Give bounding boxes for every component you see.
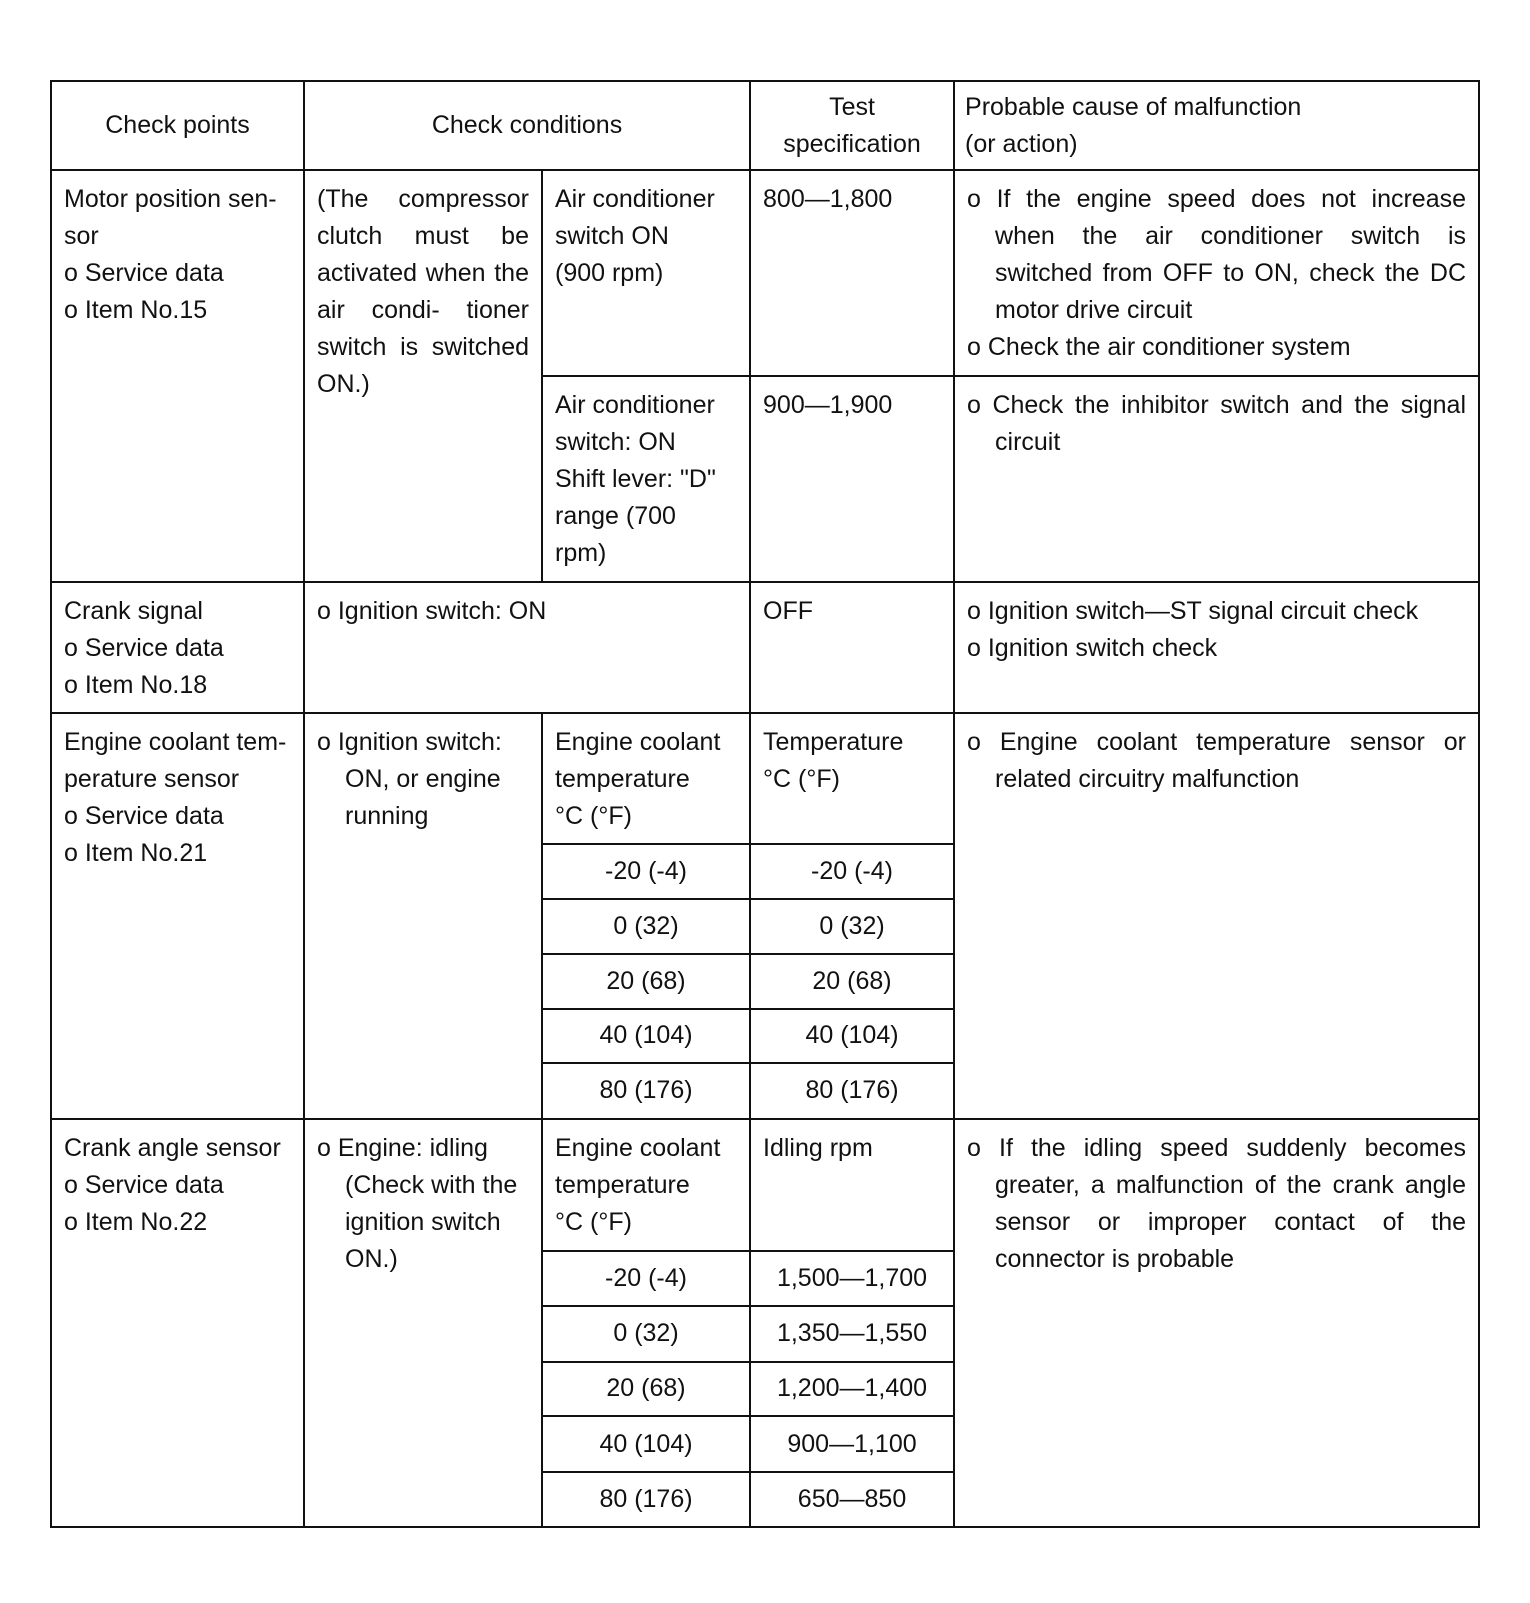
crank-angle-temp-head: Engine coolant temperature °C (°F) — [542, 1119, 750, 1251]
coolant-header-row — [51, 713, 1479, 844]
crank-angle-check-point: Crank angle sensor o Service data o Item No.22 — [51, 1119, 304, 1527]
coolant-temp-cell: 20 (68) — [542, 954, 750, 1009]
motor-sub1-cause: o If the engine speed does not increase when the air conditioner switch is switched from OFF to ON, check the DC motor drive circuit o Check the air conditioner system — [954, 170, 1479, 376]
motor-sub1-spec: 800—1,800 — [750, 170, 954, 376]
coolant-check-point: Engine coolant tem- perature sensor o Service data o Item No.21 — [51, 713, 304, 1120]
motor-condition: (The compressor clutch must be activated when the air condi- tioner switch is switched ON.) — [304, 170, 542, 582]
crank-angle-condition: o Engine: idling (Check with the ignition switch ON.) — [304, 1119, 542, 1527]
coolant-temp-head: Engine coolant temperature °C (°F) — [542, 713, 750, 844]
crank-angle-temp-cell: -20 (-4) — [542, 1251, 750, 1306]
motor-sub2-cause: o Check the inhibitor switch and the signal circuit — [954, 376, 1479, 582]
coolant-value-cell: 20 (68) — [750, 954, 954, 1009]
motor-check-point: Motor position sen- sor o Service data o Item No.15 — [51, 170, 304, 582]
coolant-value-cell: 80 (176) — [750, 1063, 954, 1120]
header-test-specification: Test specification — [750, 81, 954, 170]
crank-signal-check-point: Crank signal o Service data o Item No.18 — [51, 582, 304, 713]
header-probable-cause: Probable cause of malfunction (or action) — [954, 81, 1479, 170]
coolant-temp-cell: 80 (176) — [542, 1063, 750, 1120]
crank-angle-value-cell: 1,350—1,550 — [750, 1306, 954, 1362]
motor-sub1-condition: Air conditioner switch ON (900 rpm) — [542, 170, 750, 376]
crank-angle-temp-cell: 0 (32) — [542, 1306, 750, 1362]
header-check-conditions: Check conditions — [304, 81, 750, 170]
coolant-value-cell: 0 (32) — [750, 899, 954, 954]
crank-signal-row — [51, 582, 1479, 713]
crank-angle-cause: o If the idling speed suddenly becomes greater, a malfunction of the crank angle sensor or improper contact of the connector is probable — [954, 1119, 1479, 1527]
crank-angle-header-row — [51, 1119, 1479, 1251]
crank-signal-cause: o Ignition switch—ST signal circuit check o Ignition switch check — [954, 582, 1479, 713]
crank-angle-value-cell: 650—850 — [750, 1472, 954, 1527]
coolant-temp-cell: -20 (-4) — [542, 844, 750, 900]
motor-sub2-condition: Air conditioner switch: ON Shift lever: "D" range (700 rpm) — [542, 376, 750, 582]
crank-angle-value-cell: 1,500—1,700 — [750, 1251, 954, 1306]
motor-row-1 — [51, 170, 1479, 376]
coolant-condition: o Ignition switch: ON, or engine running — [304, 713, 542, 1120]
crank-angle-value-cell: 1,200—1,400 — [750, 1362, 954, 1417]
crank-angle-value-cell: 900—1,100 — [750, 1416, 954, 1472]
coolant-spec-head: Temperature °C (°F) — [750, 713, 954, 844]
crank-angle-spec-head: Idling rpm — [750, 1119, 954, 1251]
coolant-value-cell: 40 (104) — [750, 1009, 954, 1063]
inspection-table — [50, 80, 1480, 1528]
coolant-temp-cell: 0 (32) — [542, 899, 750, 954]
header-check-points: Check points — [51, 81, 304, 170]
coolant-temp-cell: 40 (104) — [542, 1009, 750, 1063]
motor-sub2-spec: 900—1,900 — [750, 376, 954, 582]
crank-angle-temp-cell: 80 (176) — [542, 1472, 750, 1527]
coolant-value-cell: -20 (-4) — [750, 844, 954, 900]
crank-signal-condition: o Ignition switch: ON — [304, 582, 750, 713]
crank-angle-temp-cell: 40 (104) — [542, 1416, 750, 1472]
header-row — [51, 81, 1479, 170]
crank-angle-temp-cell: 20 (68) — [542, 1362, 750, 1417]
crank-signal-spec: OFF — [750, 582, 954, 713]
coolant-cause: o Engine coolant temperature sensor or related circuitry malfunction — [954, 713, 1479, 1120]
